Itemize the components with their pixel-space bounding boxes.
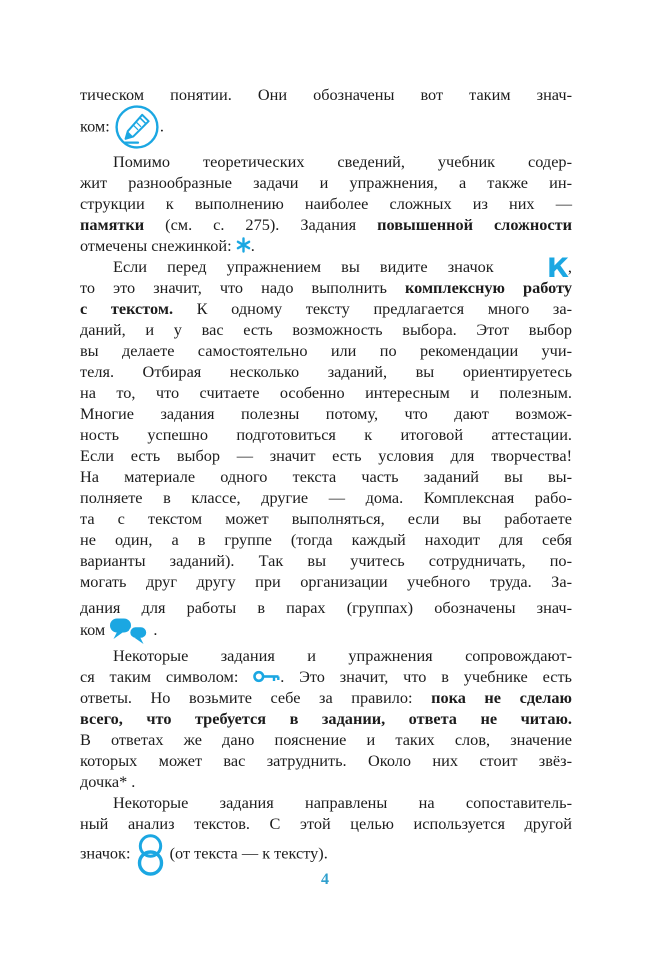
text-line [80, 792, 572, 813]
body-text: дания для работы в парах (группах) обозначены знач- [80, 598, 572, 617]
text-line [80, 340, 572, 361]
paragraph [80, 151, 572, 256]
text-line [80, 597, 572, 618]
text-line [80, 508, 572, 529]
pencil-in-circle-icon [114, 105, 160, 151]
text-line [80, 708, 572, 729]
text-line [80, 151, 572, 172]
body-text: не один, а в группе (тогда каждый находит для себя [80, 530, 572, 549]
text-line [80, 445, 572, 466]
text-line [80, 834, 572, 876]
body-text: ком [80, 620, 110, 640]
text-line [80, 424, 572, 445]
body-text: значок: [80, 843, 135, 863]
bold-text: с текстом. [80, 299, 174, 318]
body-text: жит разнообразные задачи и упражнения, а также ин- [80, 173, 572, 192]
text-line [80, 403, 572, 424]
text-line [80, 105, 572, 151]
paragraph [80, 84, 572, 151]
body-text: . [250, 236, 255, 255]
text-line [80, 550, 572, 571]
text-line [80, 687, 572, 708]
bold-text: пока не сделаю [431, 688, 572, 707]
text-line [80, 298, 572, 319]
body-text: . [149, 620, 158, 640]
snowflake-icon [236, 237, 251, 253]
body-text: даний, и у вас есть возможность выбора. Этот выбор [80, 320, 572, 339]
body-text: которых может вас затруднить. Около них стоит звёз- [80, 751, 572, 770]
body-text: Некоторые задания направлены на сопоставитель- [113, 793, 572, 812]
body-text: К одному тексту предлагается много за- [173, 299, 572, 318]
text-line [80, 666, 572, 687]
body-text: ность успешно подготовиться к итоговой аттестации. [80, 425, 572, 444]
text-line [80, 771, 572, 792]
text-line [80, 319, 572, 340]
text-line [80, 277, 572, 298]
body-text: (от текста — к тексту). [165, 843, 328, 863]
body-text: на то, что считаете особенно интересным и полезным. [80, 383, 572, 402]
text-line [80, 571, 572, 592]
text-line [80, 84, 572, 105]
pair-work-speech-bubbles-icon [109, 618, 149, 645]
page-text-block [80, 84, 572, 876]
body-text: ответы. Но возьмите себе за правило: [80, 688, 432, 707]
text-line: Если перед упражнением вы видите значок К, [113, 253, 572, 284]
bold-text: всего, что требуется в задании, ответа не читаю. [80, 709, 572, 728]
body-text: Некоторые задания и упражнения сопровождают- [113, 646, 572, 665]
body-text: дочка* . [80, 772, 136, 791]
text-line [80, 382, 572, 403]
body-text: ся таким символом: [80, 667, 254, 686]
body-text: отмечены снежинкой: [80, 236, 236, 255]
body-text: варианты заданий). Так вы учитесь сотрудничать, по- [80, 551, 572, 570]
body-text: ный анализ текстов. С этой целью используется другой [80, 814, 572, 833]
body-text: Многие задания полезны потому, что дают возмож- [80, 404, 572, 423]
body-text: Если есть выбор — значит есть условия для творчества! [80, 446, 572, 465]
body-text: ком: [80, 116, 114, 136]
body-text: . Это значит, что в учебнике есть [280, 667, 572, 686]
text-line [80, 618, 572, 645]
body-text: тическом понятии. Они обозначены вот таким знач- [80, 85, 572, 104]
body-text: , [567, 257, 572, 276]
paragraph [80, 253, 572, 645]
text-to-text-linked-circles-icon [135, 834, 166, 876]
body-text: та с текстом может выполняться, если вы работаете [80, 509, 572, 528]
bold-text: комплексную работу [404, 278, 572, 297]
body-text: В ответах же дано пояснение и таких слов, значение [80, 730, 572, 749]
body-text: то это значит, что надо выполнить [80, 278, 405, 297]
text-line [80, 529, 572, 550]
body-text: теля. Отбирая несколько заданий, вы ориентируетесь [80, 362, 572, 381]
body-text: полняете в классе, другие — дома. Комплексная рабо- [80, 488, 572, 507]
text-line [80, 361, 572, 382]
body-text: Если перед упражнением вы видите значок [113, 257, 514, 276]
body-text: могать друг другу при организации учебного труда. За- [80, 572, 572, 591]
body-text: (см. с. 275). Задания [144, 215, 378, 234]
text-line [80, 214, 572, 235]
bold-text: памятки [80, 215, 145, 234]
text-line [80, 645, 572, 666]
text-line [80, 172, 572, 193]
text-line [80, 235, 572, 256]
paragraph [80, 792, 572, 876]
body-text: Помимо теоретических сведений, учебник содер- [113, 152, 572, 171]
bold-text: повышенной сложности [377, 215, 572, 234]
text-line [80, 750, 572, 771]
paragraph [80, 645, 572, 792]
answer-key-icon [253, 669, 280, 684]
text-line [80, 466, 572, 487]
text-line [80, 193, 572, 214]
body-text: . [159, 116, 164, 136]
text-line [80, 813, 572, 834]
page-number: 4 [321, 871, 329, 888]
body-text: вы делаете самостоятельно или по рекомендации учи- [80, 341, 572, 360]
body-text: На материале одного текста часть заданий вы вы- [80, 467, 572, 486]
body-text: струкции к выполнению наиболее сложных из них — [80, 194, 572, 213]
text-line [80, 729, 572, 750]
text-line [80, 487, 572, 508]
